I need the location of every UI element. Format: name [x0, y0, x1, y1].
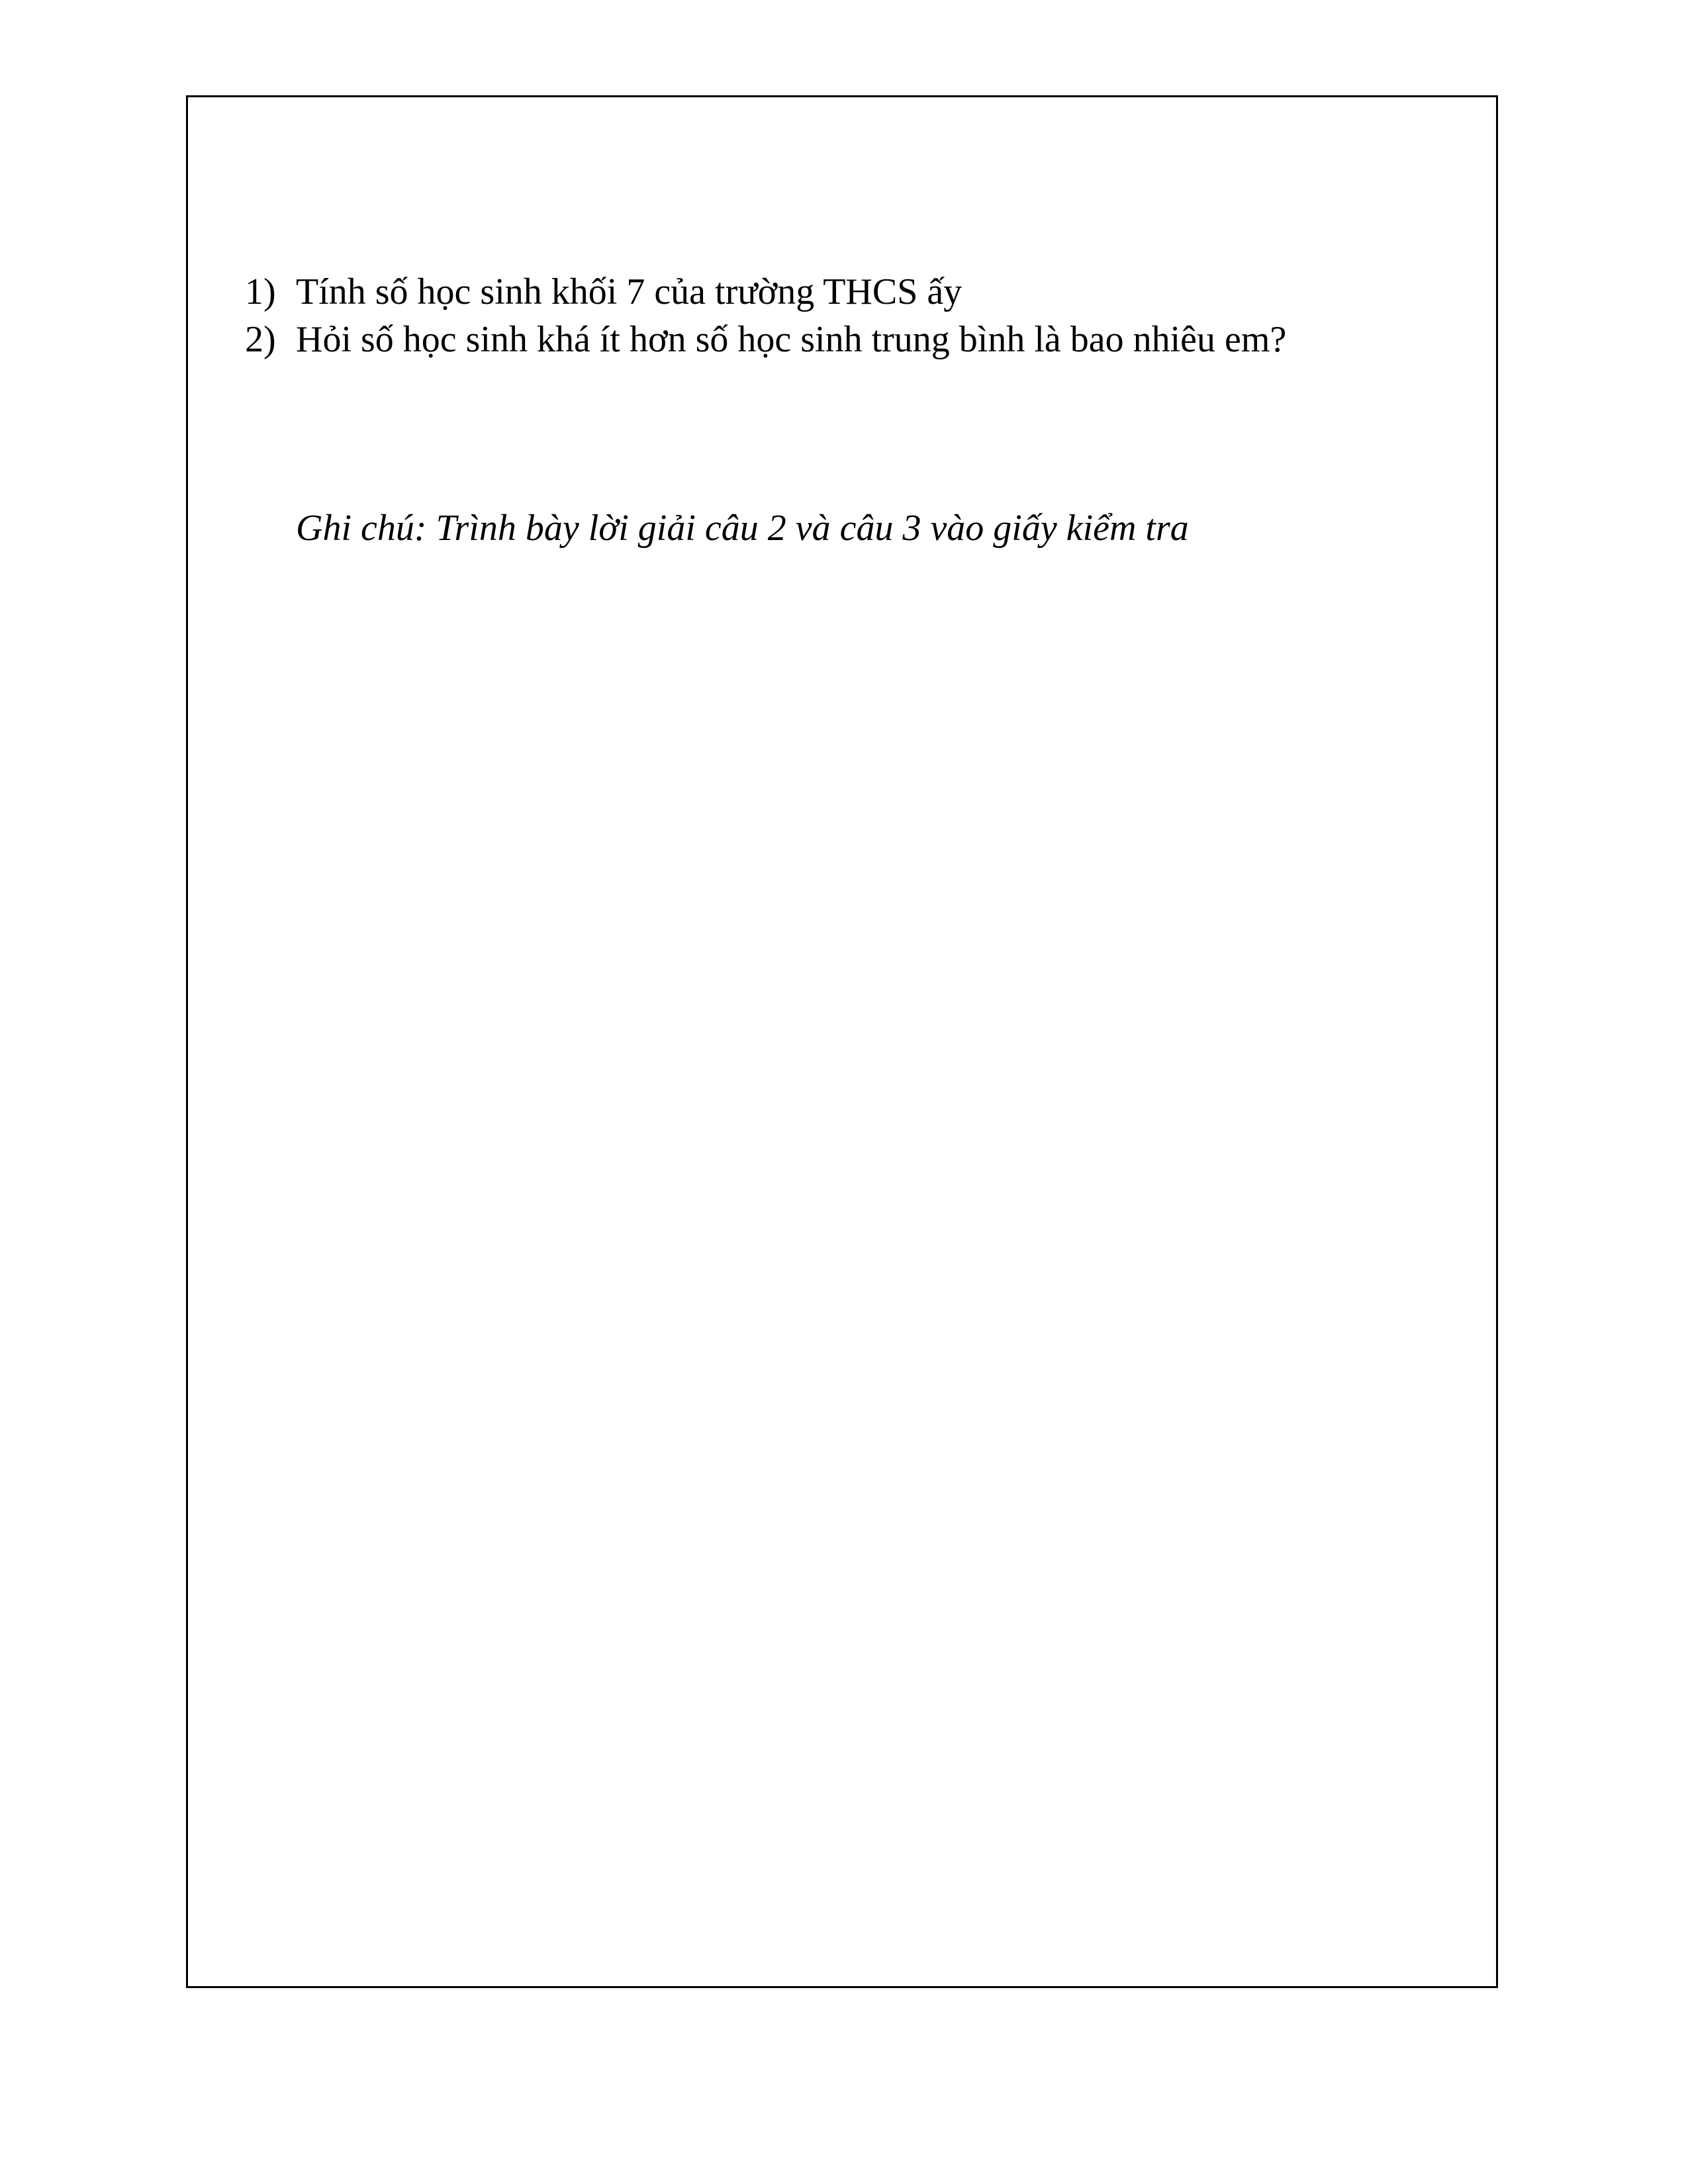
question-item-1 — [245, 268, 1286, 316]
question-number: 2) — [245, 319, 276, 360]
question-number: 1) — [245, 271, 276, 312]
question-list — [245, 268, 1286, 363]
page-border — [186, 95, 1498, 1988]
question-text: Tính số học sinh khối 7 của trường THCS ấy — [296, 271, 962, 312]
question-item-2 — [245, 316, 1286, 363]
question-text: Hỏi số học sinh khá ít hơn số học sinh trung bình là bao nhiêu em? — [296, 319, 1287, 360]
note-text: Ghi chú: Trình bày lời giải câu 2 và câu 3 vào giấy kiểm tra — [296, 508, 1189, 549]
